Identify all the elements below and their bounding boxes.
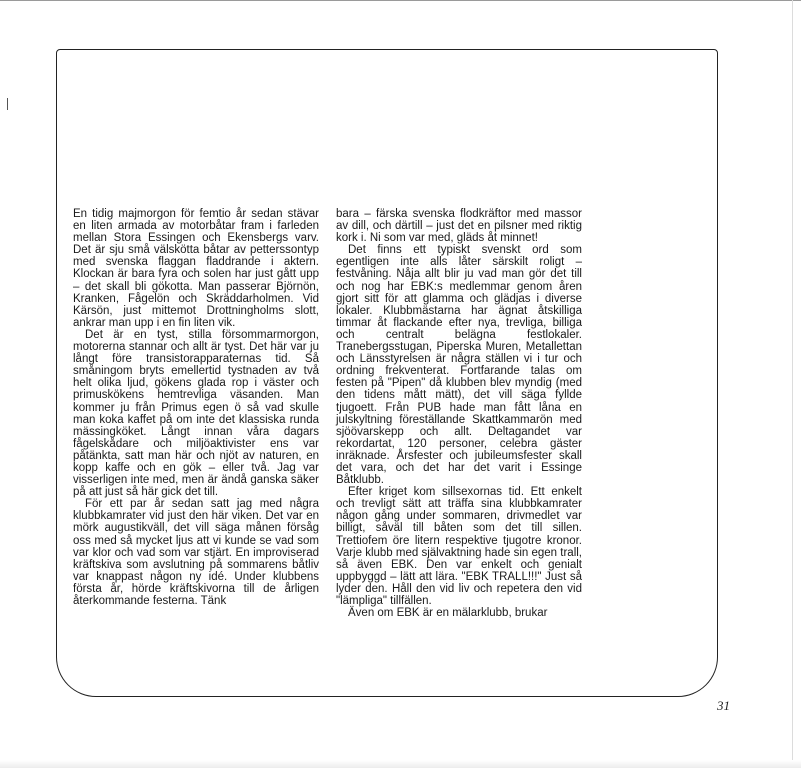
paragraph: Det är en tyst, stilla försommarmorgon, motorerna stannar och allt är tyst. Det här var ju långt före transistorapparaternas tid. Så småningom bryts emellertid tystnaden av två helt olika ljud, gökens glada rop i väster och primuskökens hemtrevliga väsanden. Man kommer ju från Primus egen ö så vad skulle man koka kaffet på om inte det klassiska runda mässingköket. Långt innan våra dagars fågelskådare och miljöaktivister ens var påtänkta, satt man här och njöt av naturen, en kopp kaffe och en gök – eller två. Jag var visserligen inte med, men är ändå ganska säker på att just så här gick det till. [73, 328, 319, 499]
paragraph: bara – färska svenska flodkräftor med massor av dill, och därtill – just det en pilsner med riktig kork i. Ni som var med, gläds åt minnet! [336, 208, 582, 245]
page-edge [792, 0, 793, 768]
paragraph: En tidig majmorgon för femtio år sedan stävar en liten armada av motorbåtar fram i farleden mellan Stora Essingen och Ekensbergs varv. Det är sju små välskötta båtar av petterssontyp med svenska flaggan fladdrande i aktern. Klockan är bara fyra och solen har just gått upp – det skall bli gökotta. Man passerar Björnön, Kranken, Fågelön och Skräddarholmen. Vid Kärsön, just mittemot Drottningholms slott, ankrar man upp i en fin liten vik. [73, 208, 319, 329]
paragraph: Efter kriget kom sillsexornas tid. Ett enkelt och trevligt sätt att träffa sina klubbkamrater någon gång under sommaren, drivmedlet var billigt, såväl till båten som det till sillen. Trettiofem öre litern respektive tjugotre kronor. Varje klubb med självaktning hade sin egen trall, så även EBK. Den var enkelt och genialt uppbyggd – lätt att lära. "EBK TRALL!!!" Just så lyder den. Håll den vid liv och repetera den vid "lämpliga" tillfällen. [336, 486, 582, 607]
top-rule [0, 0, 801, 1]
left-column [73, 208, 319, 607]
page-number: 31 [717, 698, 730, 713]
right-column [336, 208, 582, 619]
paragraph: Även om EBK är en mälarklubb, brukar [348, 607, 548, 620]
margin-mark [7, 98, 8, 110]
scan-edge [0, 760, 801, 768]
paragraph: Det finns ett typiskt svenskt ord som egentligen inte alls låter särskilt roligt – festvåning. Nåja allt blir ju vad man gör det till och nog har EBK:s medlemmar genom åren gjort sitt för att glamma och glädjas i diverse lokaler. Klubbmästarna har ägnat åtskilliga timmar åt flackande efter nya, trevliga, billiga och centralt belägna festlokaler. Tranebergsstugan, Piperska Muren, Metallettan och Länsstyrelsen är några ställen vi i tur och ordning frekventerat. Fortfarande talas om festen på "Pipen" då klubben blev myndig (med den tidens mått mätt), det vill säga fyllde tjugoett. Från PUB hade man fått låna en julskyltning föreställande Skattkammarön med sjöövarskepp och allt. Deltagandet var rekordartat, 120 personer, celebra gäster inräknade. Årsfester och jubileumsfester skall det vara, och det har det varit i Essinge Båtklubb. [336, 244, 582, 487]
paragraph: För ett par år sedan satt jag med några klubbkamrater vid just den här viken. Det var en mörk augustikväll, det vill säga månen försåg oss med så mycket ljus att vi kunde se vad som var klor och vad som var stjärt. En improviserad kräftskiva som avslutning på sommarens båtliv var knappast någon ny idé. Under klubbens första år, hörde kräftskivorna till de årligen återkommande festerna. Tänk [73, 498, 319, 607]
